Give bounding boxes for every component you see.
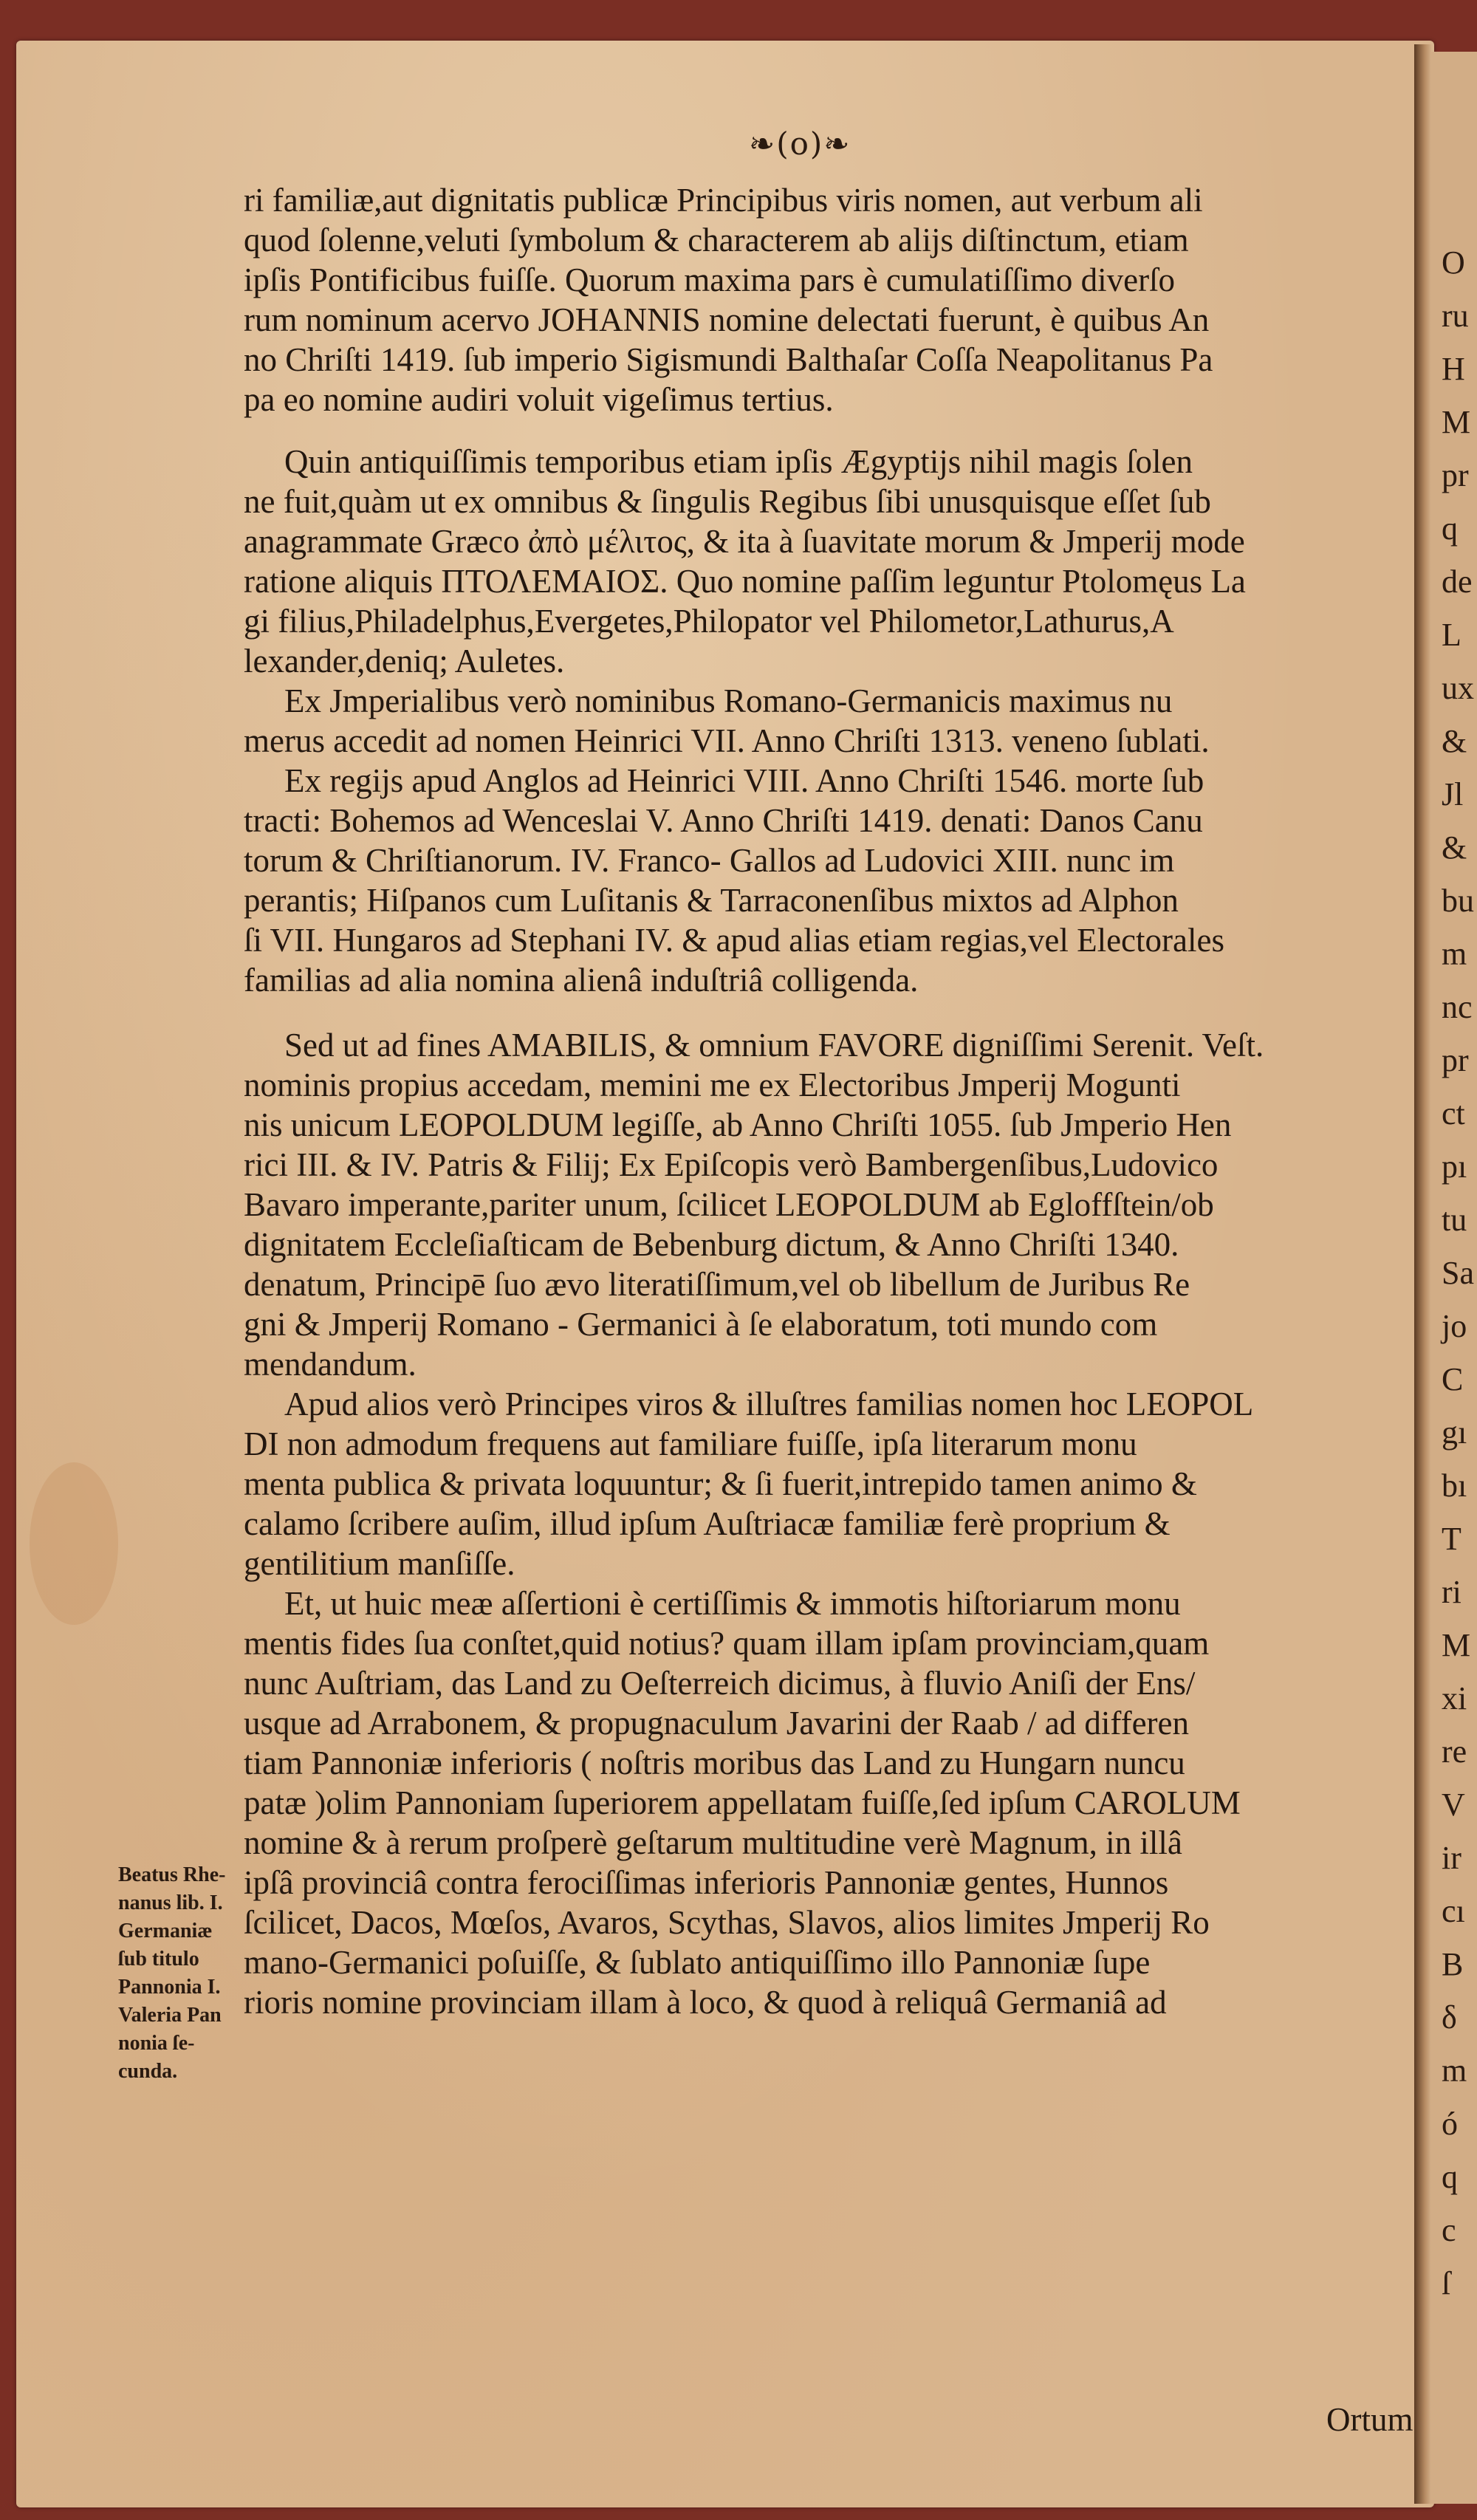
text-line: usque ad Arrabonem, & propugnaculum Javarini der Raab / ad differen: [244, 1705, 1190, 1742]
facing-page-fragment: T: [1442, 1521, 1461, 1557]
text-line: anagrammate Græco ἀπὸ μέλιτος, & ita à ſuavitate morum & Jmperij mode: [244, 523, 1245, 560]
text-line: nunc Auſtriam, das Land zu Oeſterreich dicimus, à fluvio Aniſi der Ens/: [244, 1665, 1196, 1702]
header-ornament: ❧(o)❧: [749, 126, 851, 162]
facing-page-fragment: pr: [1442, 457, 1469, 493]
facing-page-fragment: jo: [1442, 1308, 1467, 1344]
facing-page-fragment: q: [1442, 2159, 1458, 2195]
text-line: merus accedit ad nomen Heinrici VII. Anno Chriſti 1313. veneno ſublati.: [244, 722, 1210, 759]
book-gutter: [1414, 44, 1432, 2504]
paper-stain: [30, 1462, 118, 1625]
text-line: rioris nomine provinciam illam à loco, & quod à reliquâ Germaniâ ad: [244, 1984, 1167, 2021]
text-line: ratione aliquis ΠΤΟΛΕΜΑΙΟΣ. Quo nomine paſſim leguntur Ptolomęus La: [244, 563, 1246, 600]
facing-page-fragment: O: [1442, 244, 1465, 281]
facing-page-fragment: M: [1442, 1627, 1471, 1663]
text-line: ſcilicet, Dacos, Mœſos, Avaros, Scythas, Slavos, alios limites Jmperij Ro: [244, 1904, 1210, 1941]
facing-page-fragment: ſ: [1442, 2265, 1451, 2301]
facing-page-fragment: pr: [1442, 1042, 1469, 1078]
text-line: perantis; Hiſpanos cum Luſitanis & Tarraconenſibus mixtos ad Alphon: [244, 882, 1179, 919]
text-line: lexander,deniq; Auletes.: [244, 643, 565, 679]
facing-page-fragment: q: [1442, 510, 1458, 547]
facing-page-fragment: L: [1442, 617, 1461, 653]
text-line: calamo ſcribere auſim, illud ipſum Auſtriacæ familiæ ferè proprium &: [244, 1505, 1171, 1542]
facing-page-fragment: xi: [1442, 1680, 1467, 1716]
text-line: mano-Germanici poſuiſſe, & ſublato antiquiſſimo illo Pannoniæ ſupe: [244, 1944, 1151, 1981]
facing-page-fragment: nc: [1442, 989, 1473, 1025]
facing-page-fragment: bu: [1442, 883, 1474, 919]
text-line: ſi VII. Hungaros ad Stephani IV. & apud alias etiam regias,vel Electorales: [244, 922, 1224, 959]
text-line: nomine & à rerum proſperè geſtarum multitudine verè Magnum, in illâ: [244, 1824, 1182, 1861]
text-line: tiam Pannoniæ inferioris ( noſtris moribus das Land zu Hungarn nuncu: [244, 1745, 1185, 1781]
facing-page-fragment: ri: [1442, 1574, 1461, 1610]
marginal-note: Beatus Rhe-nanus lib. I. Germaniæ ſub titulo Pannonia I. Valeria Pan nonia ſe-cunda.: [118, 1863, 226, 2083]
text-line: denatum, Principē ſuo ævo literatiſſimum,vel ob libellum de Juribus Re: [244, 1266, 1190, 1303]
text-line: rum nominum acervo JOHANNIS nomine delectati fuerunt, è quibus An: [244, 301, 1210, 338]
text-line: gentilitium manſiſſe.: [244, 1545, 515, 1582]
text-line: nominis propius accedam, memini me ex Electoribus Jmperij Mogunti: [244, 1066, 1181, 1103]
facing-page-fragment: m: [1442, 2052, 1467, 2089]
facing-page-fragment: re: [1442, 1733, 1467, 1770]
facing-page-fragment: δ: [1442, 1999, 1457, 2035]
text-line: pa eo nomine audiri voluit vigeſimus tertius.: [244, 381, 834, 418]
text-line: Ex regijs apud Anglos ad Heinrici VIII. Anno Chriſti 1546. morte ſub: [284, 762, 1204, 799]
facing-page-fragment: C: [1442, 1361, 1464, 1397]
facing-page-fragment: H: [1442, 351, 1465, 387]
text-line: familias ad alia nomina alienâ induſtriâ colligenda.: [244, 962, 919, 999]
text-line: mendandum.: [244, 1346, 417, 1383]
text-line: gi filius,Philadelphus,Evergetes,Philopator vel Philometor,Lathurus,A: [244, 603, 1174, 640]
text-line: Apud alios verò Principes viros & illuſtres familias nomen hoc LEOPOL: [284, 1386, 1254, 1422]
facing-page-edge: [1431, 52, 1477, 2504]
text-line: Ex Jmperialibus verò nominibus Romano-Germanicis maximus nu: [284, 682, 1173, 719]
text-line: rici III. & IV. Patris & Filij; Ex Epiſcopis verò Bambergenſibus,Ludovico: [244, 1146, 1219, 1183]
facing-page-fragment: bı: [1442, 1468, 1467, 1504]
facing-page-fragment: B: [1442, 1946, 1464, 1982]
text-line: ipſis Pontificibus fuiſſe. Quorum maxima pars è cumulatiſſimo diverſo: [244, 261, 1176, 298]
catchword: Ortum: [1326, 2401, 1413, 2438]
text-line: tracti: Bohemos ad Wenceslai V. Anno Chriſti 1419. denati: Danos Canu: [244, 802, 1203, 839]
text-line: torum & Chriſtianorum. IV. Franco- Gallos ad Ludovici XIII. nunc im: [244, 842, 1175, 879]
text-line: Sed ut ad fines AMABILIS, & omnium FAVORE digniſſimi Serenit. Veſt.: [284, 1027, 1264, 1064]
text-line: dignitatem Eccleſiaſticam de Bebenburg dictum, & Anno Chriſti 1340.: [244, 1226, 1179, 1263]
facing-page-fragment: tu: [1442, 1202, 1467, 1238]
text-line: Et, ut huic meæ aſſertioni è certiſſimis & immotis hiſtoriarum monu: [284, 1585, 1181, 1622]
facing-page-fragment: &: [1442, 829, 1467, 866]
text-line: patæ )olim Pannoniam ſuperiorem appellatam fuiſſe,ſed ipſum CAROLUM: [244, 1784, 1241, 1821]
facing-page-fragment: ct: [1442, 1095, 1465, 1131]
text-line: ri familiæ,aut dignitatis publicæ Principibus viris nomen, aut verbum ali: [244, 182, 1203, 219]
text-line: Bavaro imperante,pariter unum, ſcilicet LEOPOLDUM ab Egloffſtein/ob: [244, 1186, 1214, 1223]
facing-page-fragment: m: [1442, 936, 1467, 972]
facing-page-fragment: de: [1442, 564, 1473, 600]
text-line: no Chriſti 1419. ſub imperio Sigismundi Balthaſar Coſſa Neapolitanus Pa: [244, 341, 1213, 378]
text-line: gni & Jmperij Romano - Germanici à ſe elaboratum, toti mundo com: [244, 1306, 1158, 1343]
facing-page-fragment: ru: [1442, 298, 1469, 334]
facing-page-fragment: M: [1442, 404, 1471, 440]
facing-page-fragment: ux: [1442, 670, 1474, 706]
text-line: menta publica & privata loquuntur; & ſi fuerit,intrepido tamen animo &: [244, 1465, 1197, 1502]
facing-page-fragment: ir: [1442, 1840, 1461, 1876]
facing-page-fragment: &: [1442, 723, 1467, 759]
facing-page-fragment: gı: [1442, 1414, 1467, 1451]
facing-page-fragment: pı: [1442, 1148, 1467, 1185]
text-line: DI non admodum frequens aut familiare fuiſſe, ipſa literarum monu: [244, 1425, 1137, 1462]
text-line: quod ſolenne,veluti ſymbolum & characterem ab alijs diſtinctum, etiam: [244, 222, 1189, 258]
text-line: Quin antiquiſſimis temporibus etiam ipſis Ægyptijs nihil magis ſolen: [284, 443, 1193, 480]
text-line: mentis fides ſua conſtet,quid notius? quam illam ipſam provinciam,quam: [244, 1625, 1210, 1662]
facing-page-fragment: cı: [1442, 1893, 1465, 1929]
facing-page-fragment: Sa: [1442, 1255, 1474, 1291]
facing-page-fragment: Jl: [1442, 776, 1464, 812]
text-line: nis unicum LEOPOLDUM legiſſe, ab Anno Chriſti 1055. ſub Jmperio Hen: [244, 1106, 1232, 1143]
text-line: ipſâ provinciâ contra ferociſſimas inferioris Pannoniæ gentes, Hunnos: [244, 1864, 1169, 1901]
text-line: ne fuit,quàm ut ex omnibus & ſingulis Regibus ſibi unusquisque eſſet ſub: [244, 483, 1211, 520]
facing-page-fragment: V: [1442, 1787, 1465, 1823]
facing-page-fragment: ó: [1442, 2106, 1458, 2142]
facing-page-fragment: c: [1442, 2212, 1456, 2248]
